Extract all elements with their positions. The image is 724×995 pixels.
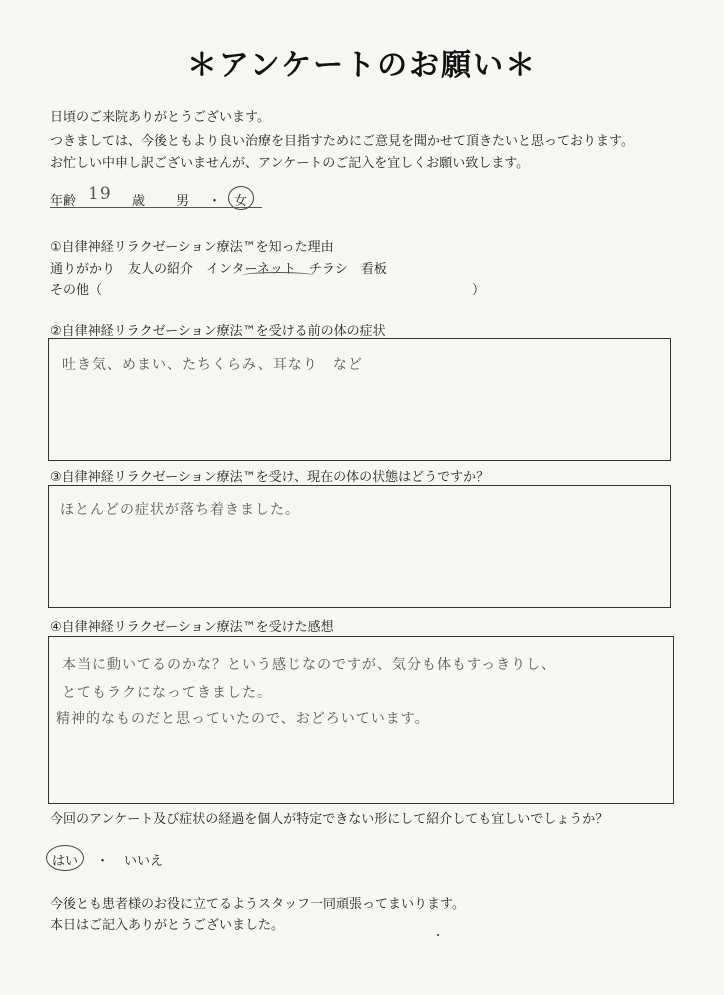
q1-other-close: ）: [472, 283, 486, 298]
q2-answer-text: 吐き気、めまい、たちくらみ、耳なり など: [62, 357, 363, 373]
age-underline: [50, 207, 262, 208]
q1-heading: ①自律神経リラクゼーション療法™を知った理由: [50, 240, 334, 255]
q3-heading: ③自律神経リラクゼーション療法™を受け、現在の体の状態はどうですか？: [50, 470, 490, 485]
closing-line-2: 本日はご記入ありがとうございました。: [50, 918, 285, 933]
q3-answer-text: ほとんどの症状が落ち着きました。: [60, 502, 300, 518]
q4-answer-line-1: 本当に動いてるのかな？という感じなのですが、気分も体もすっきりし、: [62, 657, 557, 673]
q1-options: 通りがかり 友人の紹介 インターネット チラシ 看板: [50, 262, 387, 277]
yes-circle-mark: [46, 845, 84, 871]
q4-heading: ④自律神経リラクゼーション療法™を受けた感想: [50, 620, 334, 635]
q2-heading: ②自律神経リラクゼーション療法™を受ける前の体の症状: [50, 324, 386, 339]
q1-other: その他（: [50, 283, 103, 298]
age-value: 19: [88, 184, 112, 204]
consent-no[interactable]: いいえ: [124, 854, 164, 869]
consent-yes[interactable]: はい: [52, 854, 79, 869]
consent-question: 今回のアンケート及び症状の経過を個人が特定できない形にして紹介しても宜しいでしょうか？: [50, 812, 609, 827]
consent-separator: ・: [96, 854, 110, 869]
intro-line-1: 日頃のご来院ありがとうございます。: [50, 110, 270, 125]
q4-answer-line-3: 精神的なものだと思っていたので、おどろいています。: [56, 711, 430, 727]
q4-answer-line-2: とてもラクになってきました。: [62, 685, 272, 701]
stray-mark: [437, 934, 439, 936]
gender-female: 女: [234, 194, 248, 209]
gender-male: 男: [176, 194, 190, 209]
intro-line-2: つきましては、今後ともより良い治療を目指すためにご意見を聞かせて頂きたいと思っております。: [50, 134, 634, 149]
gender-separator: ・: [208, 194, 222, 209]
internet-circle-mark: [242, 272, 314, 279]
age-unit: 歳: [132, 194, 146, 209]
page-title: ＊アンケートのお願い＊: [186, 48, 538, 83]
closing-line-1: 今後とも患者様のお役に立てるようスタッフ一同頑張ってまいります。: [50, 897, 465, 912]
intro-line-3: お忙しい中申し訳ございませんが、アンケートのご記入を宜しくお願い致します。: [50, 156, 530, 171]
age-label: 年齢: [50, 194, 77, 209]
